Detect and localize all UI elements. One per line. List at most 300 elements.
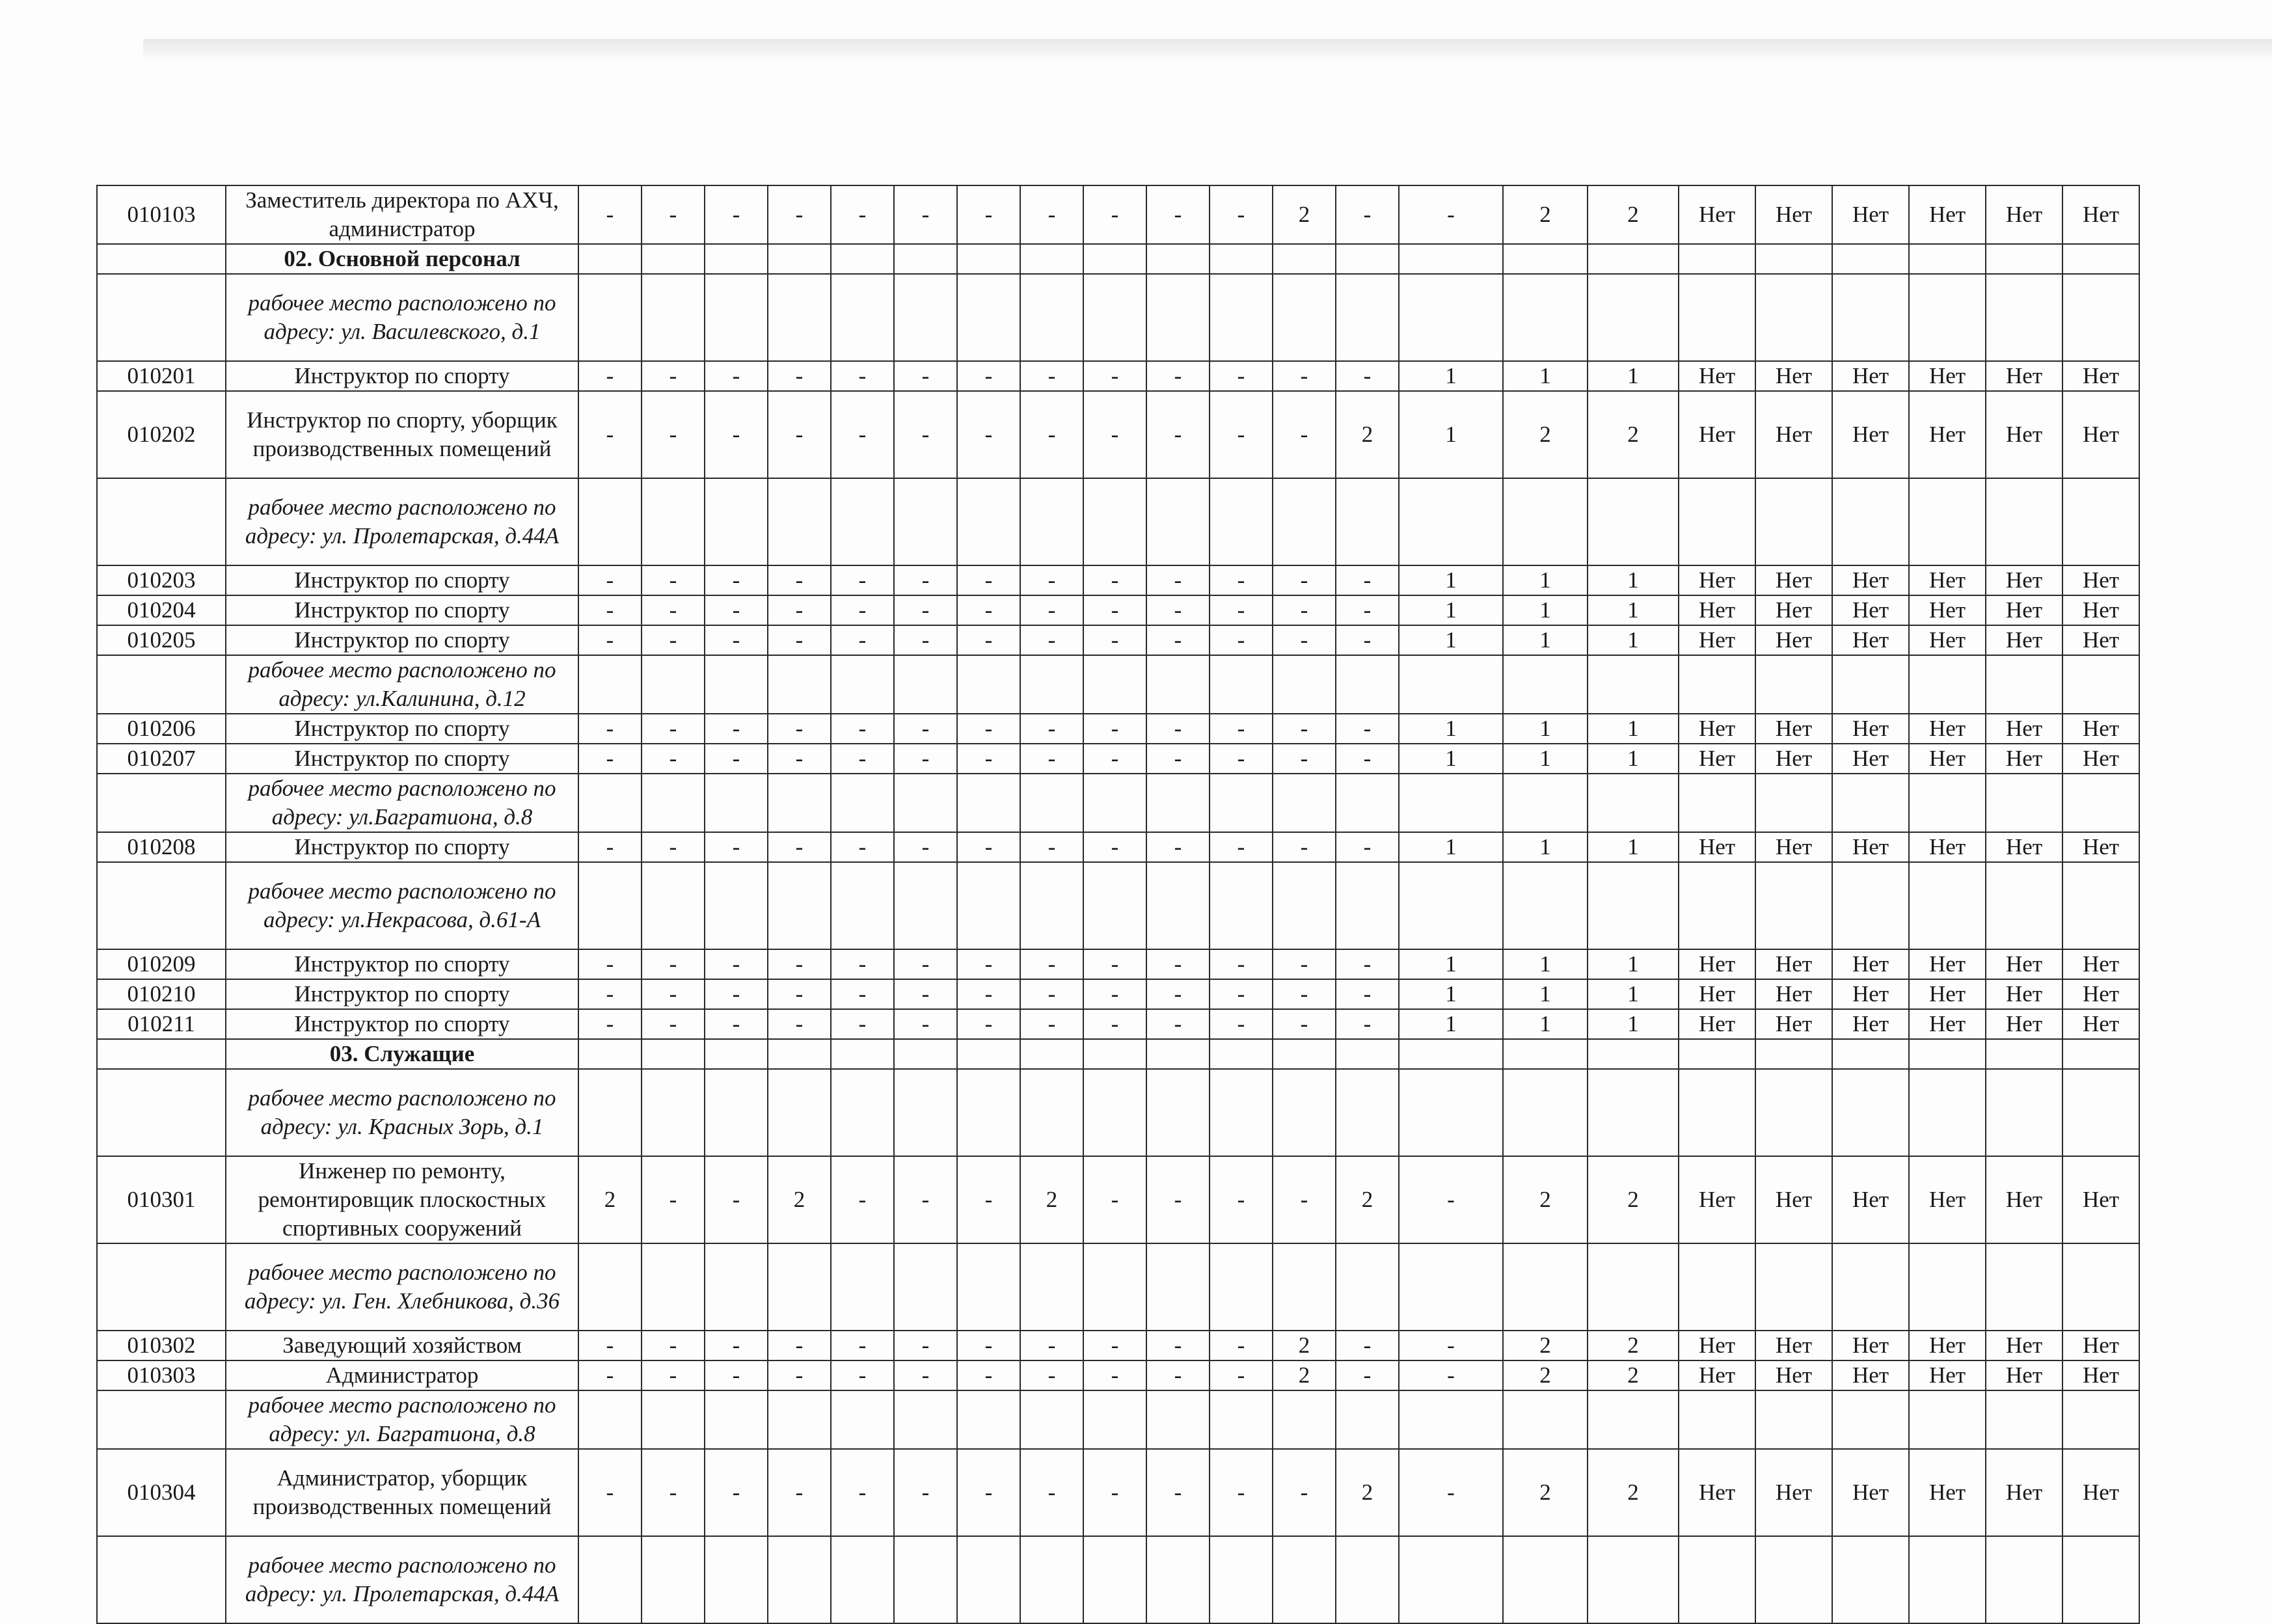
empty-cell: [1832, 478, 1909, 565]
empty-cell: [1273, 862, 1336, 949]
empty-cell: [1336, 774, 1399, 832]
empty-code-cell: [97, 1039, 226, 1069]
class-value-cell: -: [642, 1360, 705, 1390]
class-value-cell: -: [894, 1009, 957, 1039]
empty-cell: [957, 1069, 1020, 1156]
class-value-cell: -: [1210, 1156, 1273, 1243]
class-value-cell: -: [578, 361, 642, 391]
empty-cell: [894, 1069, 957, 1156]
class-value-cell: -: [642, 361, 705, 391]
class-value-cell: 1: [1503, 565, 1588, 595]
empty-cell: [1755, 774, 1832, 832]
class-value-cell: 1: [1588, 744, 1679, 774]
empty-cell: [1336, 274, 1399, 361]
class-value-cell: -: [831, 1156, 894, 1243]
class-value-cell: -: [894, 832, 957, 862]
class-value-cell: Нет: [1832, 979, 1909, 1009]
workplace-address: рабочее место расположено по адресу: ул. Пролетарская, д.44А: [226, 1536, 578, 1623]
class-value-cell: Нет: [1755, 979, 1832, 1009]
empty-cell: [2062, 244, 2139, 274]
class-value-cell: -: [1210, 361, 1273, 391]
empty-cell: [1986, 1390, 2062, 1449]
class-value-cell: Нет: [1755, 1156, 1832, 1243]
class-value-cell: 1: [1503, 1009, 1588, 1039]
workplace-code: 010206: [97, 714, 226, 744]
class-value-cell: Нет: [2062, 565, 2139, 595]
class-value-cell: Нет: [1832, 565, 1909, 595]
empty-cell: [1273, 244, 1336, 274]
empty-cell: [1210, 1536, 1273, 1623]
class-value-cell: 2: [578, 1156, 642, 1243]
empty-cell: [957, 655, 1020, 714]
class-value-cell: 2: [1336, 1156, 1399, 1243]
class-value-cell: Нет: [1909, 595, 1986, 625]
class-value-cell: 1: [1588, 625, 1679, 655]
class-value-cell: Нет: [1909, 832, 1986, 862]
empty-cell: [831, 1039, 894, 1069]
empty-cell: [1020, 478, 1083, 565]
class-value-cell: 1: [1399, 595, 1503, 625]
empty-cell: [1588, 862, 1679, 949]
class-value-cell: Нет: [1986, 1009, 2062, 1039]
empty-cell: [768, 1390, 831, 1449]
class-value-cell: -: [642, 949, 705, 979]
class-value-cell: -: [1020, 1360, 1083, 1390]
empty-cell: [957, 244, 1020, 274]
empty-cell: [1146, 862, 1210, 949]
empty-cell: [957, 1039, 1020, 1069]
class-value-cell: 1: [1399, 1009, 1503, 1039]
empty-cell: [705, 774, 768, 832]
table-row: [97, 979, 2139, 1009]
class-value-cell: -: [1336, 744, 1399, 774]
workplace-address: рабочее место расположено по адресу: ул. Василевского, д.1: [226, 274, 578, 361]
empty-cell: [1210, 274, 1273, 361]
empty-cell: [894, 244, 957, 274]
empty-cell: [1020, 274, 1083, 361]
class-value-cell: Нет: [1909, 1156, 1986, 1243]
class-value-cell: 2: [1273, 1360, 1336, 1390]
empty-cell: [1399, 862, 1503, 949]
empty-cell: [957, 274, 1020, 361]
class-value-cell: -: [1083, 1449, 1146, 1536]
empty-cell: [2062, 862, 2139, 949]
position-name: Инженер по ремонту, ремонтировщик плоскостных спортивных сооружений: [226, 1156, 578, 1243]
class-value-cell: 2: [1588, 185, 1679, 244]
empty-cell: [1588, 1243, 1679, 1331]
class-value-cell: 1: [1503, 625, 1588, 655]
class-value-cell: -: [894, 625, 957, 655]
empty-cell: [1986, 1243, 2062, 1331]
class-value-cell: Нет: [1755, 1360, 1832, 1390]
class-value-cell: -: [768, 714, 831, 744]
empty-cell: [1336, 1069, 1399, 1156]
empty-cell: [1588, 1039, 1679, 1069]
empty-cell: [578, 274, 642, 361]
class-value-cell: -: [1020, 1449, 1083, 1536]
class-value-cell: -: [1210, 744, 1273, 774]
empty-cell: [705, 1243, 768, 1331]
class-value-cell: -: [831, 1331, 894, 1360]
empty-cell: [1210, 655, 1273, 714]
empty-cell: [768, 478, 831, 565]
class-value-cell: -: [1336, 1009, 1399, 1039]
class-value-cell: -: [705, 949, 768, 979]
empty-cell: [642, 655, 705, 714]
class-value-cell: 1: [1588, 361, 1679, 391]
class-value-cell: -: [768, 1009, 831, 1039]
class-value-cell: Нет: [1832, 625, 1909, 655]
empty-cell: [768, 1243, 831, 1331]
empty-cell: [1399, 1069, 1503, 1156]
empty-cell: [1020, 1039, 1083, 1069]
class-value-cell: -: [957, 361, 1020, 391]
class-value-cell: -: [642, 979, 705, 1009]
class-value-cell: -: [1020, 979, 1083, 1009]
class-value-cell: -: [1020, 391, 1083, 478]
class-value-cell: 1: [1503, 714, 1588, 744]
empty-cell: [1210, 1243, 1273, 1331]
scan-edge-shadow: [143, 39, 2272, 62]
class-value-cell: -: [705, 1449, 768, 1536]
class-value-cell: Нет: [1755, 1449, 1832, 1536]
class-value-cell: Нет: [2062, 361, 2139, 391]
class-value-cell: -: [957, 1009, 1020, 1039]
empty-cell: [1986, 478, 2062, 565]
empty-cell: [1588, 1069, 1679, 1156]
class-value-cell: -: [642, 832, 705, 862]
empty-cell: [1986, 1536, 2062, 1623]
empty-cell: [1909, 655, 1986, 714]
class-value-cell: Нет: [2062, 625, 2139, 655]
class-value-cell: 2: [1503, 1449, 1588, 1536]
empty-cell: [1588, 1536, 1679, 1623]
empty-cell: [1083, 1069, 1146, 1156]
empty-cell: [1679, 274, 1755, 361]
class-value-cell: 1: [1399, 361, 1503, 391]
class-value-cell: -: [831, 391, 894, 478]
empty-cell: [1679, 1039, 1755, 1069]
class-value-cell: 2: [1588, 391, 1679, 478]
empty-cell: [1503, 1039, 1588, 1069]
class-value-cell: -: [831, 1009, 894, 1039]
class-value-cell: -: [1083, 391, 1146, 478]
class-value-cell: Нет: [1832, 744, 1909, 774]
empty-cell: [1020, 862, 1083, 949]
empty-code-cell: [97, 655, 226, 714]
empty-cell: [705, 1536, 768, 1623]
class-value-cell: -: [642, 595, 705, 625]
class-value-cell: Нет: [1679, 714, 1755, 744]
class-value-cell: -: [1336, 979, 1399, 1009]
class-value-cell: -: [642, 1009, 705, 1039]
empty-cell: [705, 655, 768, 714]
empty-cell: [1986, 1069, 2062, 1156]
class-value-cell: -: [642, 714, 705, 744]
position-name: Инструктор по спорту: [226, 714, 578, 744]
empty-cell: [894, 774, 957, 832]
empty-cell: [578, 1069, 642, 1156]
empty-cell: [1210, 862, 1273, 949]
class-value-cell: -: [768, 595, 831, 625]
empty-cell: [831, 1069, 894, 1156]
class-value-cell: 2: [1336, 391, 1399, 478]
table-row: [97, 832, 2139, 862]
empty-cell: [578, 655, 642, 714]
empty-cell: [831, 774, 894, 832]
class-value-cell: -: [1083, 714, 1146, 744]
class-value-cell: Нет: [2062, 1331, 2139, 1360]
class-value-cell: -: [894, 979, 957, 1009]
table-row: [97, 949, 2139, 979]
class-value-cell: -: [1146, 832, 1210, 862]
class-value-cell: -: [1146, 391, 1210, 478]
workplace-code: 010202: [97, 391, 226, 478]
empty-cell: [2062, 1390, 2139, 1449]
empty-cell: [642, 1536, 705, 1623]
empty-cell: [1755, 1069, 1832, 1156]
empty-cell: [1336, 244, 1399, 274]
class-value-cell: -: [1399, 1156, 1503, 1243]
empty-cell: [705, 1039, 768, 1069]
empty-cell: [1210, 774, 1273, 832]
class-value-cell: -: [768, 1360, 831, 1390]
empty-cell: [1588, 774, 1679, 832]
empty-cell: [1832, 862, 1909, 949]
class-value-cell: 1: [1399, 391, 1503, 478]
empty-cell: [642, 244, 705, 274]
empty-cell: [1336, 655, 1399, 714]
class-value-cell: -: [1273, 1449, 1336, 1536]
empty-code-cell: [97, 1390, 226, 1449]
workplace-address: рабочее место расположено по адресу: ул.Калинина, д.12: [226, 655, 578, 714]
class-value-cell: -: [957, 714, 1020, 744]
class-value-cell: -: [831, 565, 894, 595]
empty-cell: [1146, 1069, 1210, 1156]
empty-cell: [1588, 478, 1679, 565]
empty-cell: [1679, 774, 1755, 832]
class-value-cell: -: [578, 1331, 642, 1360]
address-row: [97, 1243, 2139, 1331]
class-value-cell: -: [1146, 1360, 1210, 1390]
position-name: Инструктор по спорту: [226, 832, 578, 862]
class-value-cell: -: [957, 949, 1020, 979]
class-value-cell: Нет: [1832, 1331, 1909, 1360]
empty-cell: [1146, 1243, 1210, 1331]
empty-cell: [705, 862, 768, 949]
class-value-cell: Нет: [1679, 744, 1755, 774]
class-value-cell: -: [957, 565, 1020, 595]
empty-cell: [1503, 244, 1588, 274]
empty-cell: [578, 1390, 642, 1449]
empty-cell: [1083, 1390, 1146, 1449]
empty-cell: [1909, 244, 1986, 274]
empty-cell: [1273, 274, 1336, 361]
class-value-cell: Нет: [1832, 391, 1909, 478]
class-value-cell: -: [1210, 979, 1273, 1009]
empty-cell: [1020, 1243, 1083, 1331]
class-value-cell: -: [642, 1156, 705, 1243]
class-value-cell: -: [1210, 714, 1273, 744]
class-value-cell: -: [1210, 1009, 1273, 1039]
class-value-cell: -: [1273, 391, 1336, 478]
class-value-cell: -: [1210, 1449, 1273, 1536]
class-value-cell: Нет: [1832, 361, 1909, 391]
class-value-cell: -: [1146, 744, 1210, 774]
empty-cell: [894, 1390, 957, 1449]
class-value-cell: -: [642, 185, 705, 244]
class-value-cell: Нет: [2062, 979, 2139, 1009]
empty-cell: [831, 655, 894, 714]
empty-cell: [1083, 774, 1146, 832]
class-value-cell: 2: [1588, 1449, 1679, 1536]
class-value-cell: 2: [1273, 1331, 1336, 1360]
class-value-cell: Нет: [1679, 1360, 1755, 1390]
empty-cell: [831, 862, 894, 949]
empty-cell: [578, 478, 642, 565]
class-value-cell: Нет: [1986, 949, 2062, 979]
class-value-cell: -: [768, 1331, 831, 1360]
empty-cell: [1083, 862, 1146, 949]
empty-cell: [1020, 244, 1083, 274]
class-value-cell: 1: [1588, 979, 1679, 1009]
class-value-cell: Нет: [1986, 714, 2062, 744]
class-value-cell: Нет: [1909, 1331, 1986, 1360]
class-value-cell: -: [1020, 361, 1083, 391]
class-value-cell: -: [1146, 1009, 1210, 1039]
class-value-cell: -: [1083, 979, 1146, 1009]
class-value-cell: -: [578, 714, 642, 744]
empty-cell: [578, 774, 642, 832]
address-row: [97, 774, 2139, 832]
class-value-cell: -: [831, 714, 894, 744]
class-value-cell: -: [1210, 1360, 1273, 1390]
class-value-cell: Нет: [2062, 949, 2139, 979]
empty-cell: [578, 244, 642, 274]
class-value-cell: -: [1083, 595, 1146, 625]
empty-cell: [1399, 655, 1503, 714]
empty-cell: [1273, 1390, 1336, 1449]
class-value-cell: Нет: [2062, 1156, 2139, 1243]
empty-cell: [1503, 1243, 1588, 1331]
class-value-cell: -: [894, 595, 957, 625]
class-value-cell: -: [1336, 714, 1399, 744]
class-value-cell: -: [1399, 1331, 1503, 1360]
empty-cell: [642, 478, 705, 565]
empty-cell: [1588, 655, 1679, 714]
class-value-cell: -: [1273, 595, 1336, 625]
empty-cell: [1146, 478, 1210, 565]
table-row: [97, 1156, 2139, 1243]
class-value-cell: Нет: [1909, 625, 1986, 655]
class-value-cell: -: [705, 1009, 768, 1039]
empty-cell: [1083, 244, 1146, 274]
empty-cell: [1679, 862, 1755, 949]
address-row: [97, 862, 2139, 949]
class-value-cell: -: [1083, 185, 1146, 244]
position-name: Заместитель директора по АХЧ, администратор: [226, 185, 578, 244]
workplace-code: 010203: [97, 565, 226, 595]
class-value-cell: 1: [1503, 832, 1588, 862]
class-value-cell: -: [1020, 1009, 1083, 1039]
class-value-cell: -: [1146, 185, 1210, 244]
class-value-cell: 1: [1399, 979, 1503, 1009]
class-value-cell: -: [894, 391, 957, 478]
empty-cell: [1755, 1536, 1832, 1623]
empty-cell: [1146, 274, 1210, 361]
empty-cell: [1503, 862, 1588, 949]
class-value-cell: -: [1399, 185, 1503, 244]
empty-cell: [1273, 1536, 1336, 1623]
class-value-cell: Нет: [1986, 565, 2062, 595]
class-value-cell: -: [705, 361, 768, 391]
class-value-cell: 1: [1588, 1009, 1679, 1039]
class-value-cell: Нет: [1755, 1331, 1832, 1360]
empty-cell: [768, 1069, 831, 1156]
class-value-cell: -: [1210, 949, 1273, 979]
class-value-cell: Нет: [2062, 1009, 2139, 1039]
table-row: [97, 714, 2139, 744]
class-value-cell: -: [957, 832, 1020, 862]
class-value-cell: -: [1210, 565, 1273, 595]
position-name: Инструктор по спорту: [226, 979, 578, 1009]
empty-cell: [1210, 478, 1273, 565]
empty-cell: [1336, 478, 1399, 565]
empty-cell: [1909, 1069, 1986, 1156]
empty-cell: [1083, 655, 1146, 714]
workplace-code: 010209: [97, 949, 226, 979]
empty-cell: [1210, 1069, 1273, 1156]
empty-cell: [1210, 1390, 1273, 1449]
class-value-cell: 2: [768, 1156, 831, 1243]
class-value-cell: -: [831, 949, 894, 979]
class-value-cell: -: [705, 625, 768, 655]
class-value-cell: -: [894, 949, 957, 979]
empty-cell: [2062, 1039, 2139, 1069]
class-value-cell: -: [642, 565, 705, 595]
class-value-cell: -: [768, 185, 831, 244]
class-value-cell: Нет: [1679, 361, 1755, 391]
class-value-cell: -: [578, 744, 642, 774]
empty-cell: [1679, 1069, 1755, 1156]
empty-code-cell: [97, 1069, 226, 1156]
class-value-cell: -: [1083, 1331, 1146, 1360]
class-value-cell: 1: [1399, 744, 1503, 774]
empty-cell: [1832, 1039, 1909, 1069]
empty-cell: [1020, 774, 1083, 832]
empty-cell: [1679, 244, 1755, 274]
position-name: Инструктор по спорту: [226, 361, 578, 391]
class-value-cell: -: [642, 625, 705, 655]
table-row: [97, 565, 2139, 595]
class-value-cell: -: [642, 744, 705, 774]
class-value-cell: -: [957, 595, 1020, 625]
class-value-cell: Нет: [1986, 1331, 2062, 1360]
empty-cell: [1832, 1536, 1909, 1623]
class-value-cell: -: [1146, 1449, 1210, 1536]
empty-cell: [642, 1069, 705, 1156]
empty-cell: [1503, 1536, 1588, 1623]
class-value-cell: Нет: [1679, 185, 1755, 244]
class-value-cell: -: [1273, 361, 1336, 391]
workplace-address: рабочее место расположено по адресу: ул.Багратиона, д.8: [226, 774, 578, 832]
class-value-cell: -: [1146, 1331, 1210, 1360]
empty-cell: [894, 274, 957, 361]
empty-cell: [705, 244, 768, 274]
class-value-cell: -: [1020, 625, 1083, 655]
section-title: 03. Служащие: [226, 1039, 578, 1069]
empty-cell: [1020, 1536, 1083, 1623]
